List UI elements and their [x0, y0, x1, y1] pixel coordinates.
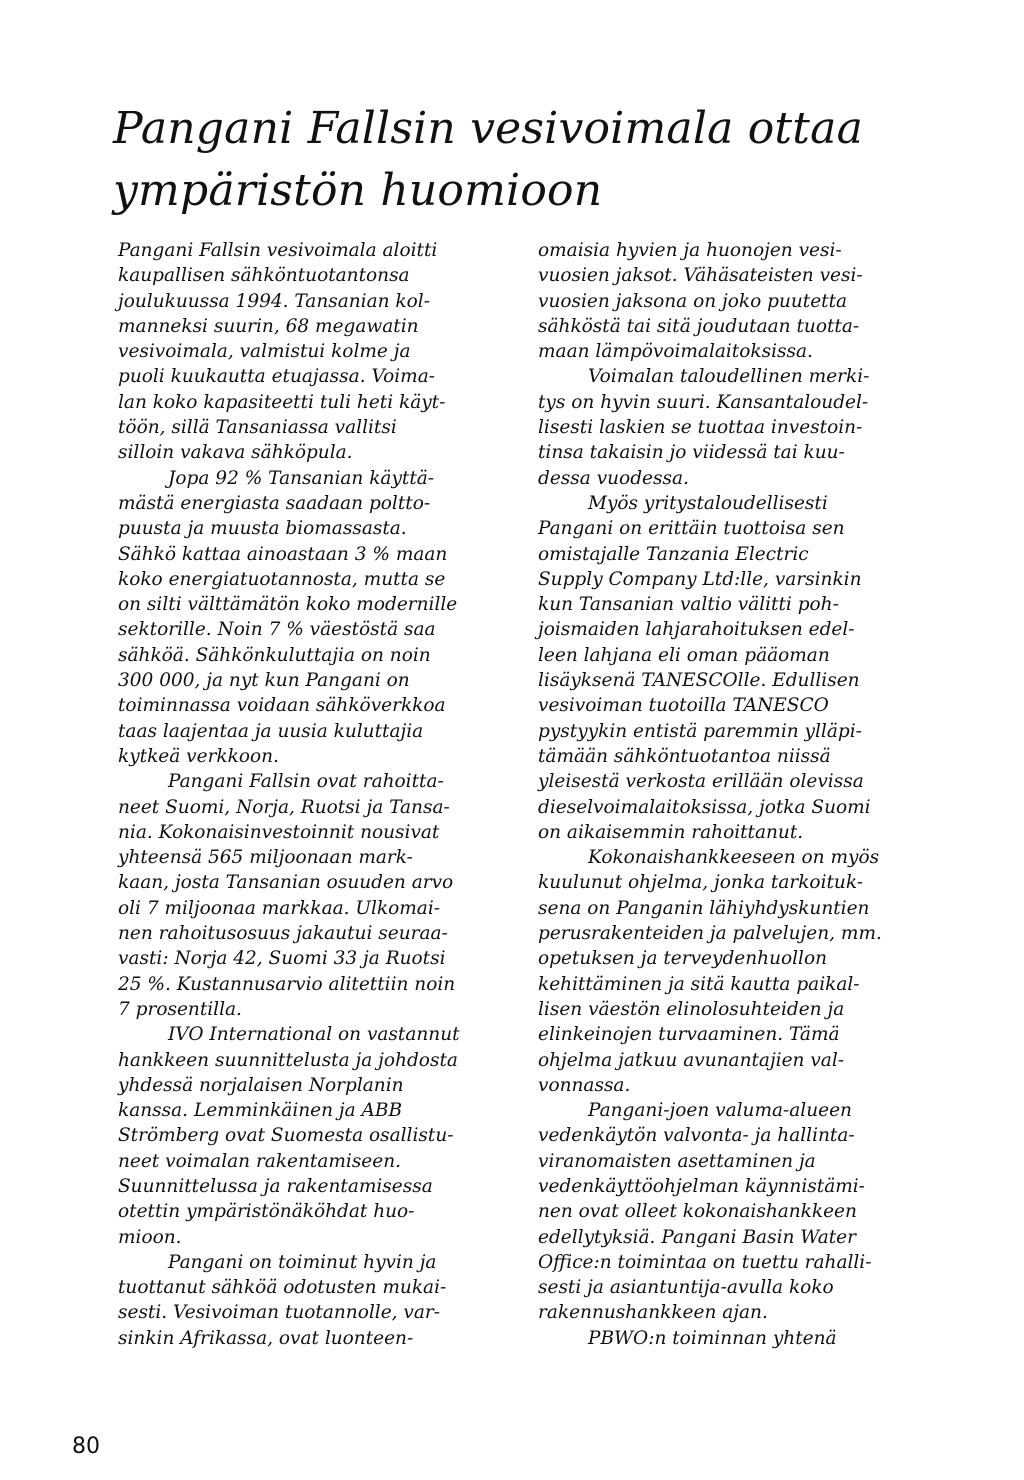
text-line: Pangani Fallsin vesivoimala aloitti: [118, 240, 438, 261]
text-line: tuottanut sähköä odotusten mukai-: [118, 1277, 447, 1299]
text-line: 7 prosentilla.: [118, 998, 242, 1020]
text-line: tämään sähköntuotantoa niissä: [538, 745, 831, 767]
text-line: dessa vuodessa.: [538, 467, 689, 489]
text-line: Jopa 92 % Tansanian käyttä-: [168, 467, 435, 489]
text-line: sähköä. Sähkönkuluttajia on noin: [118, 644, 431, 666]
text-line: vedenkäytön valvonta- ja hallinta-: [538, 1125, 855, 1147]
text-line: Suunnittelussa ja rakentamisessa: [118, 1175, 433, 1197]
text-line: kuulunut ohjelma, jonka tarkoituk-: [538, 872, 863, 894]
text-line: taas laajentaa ja uusia kuluttajia: [118, 720, 424, 742]
text-line: dieselvoimalaitoksissa, jotka Suomi: [538, 796, 871, 818]
text-line: ohjelma jatkuu avunantajien val-: [538, 1049, 844, 1071]
text-line: opetuksen ja terveydenhuollon: [538, 948, 828, 970]
text-line: yhdessä norjalaisen Norplanin: [118, 1074, 404, 1096]
text-line: edellytyksiä. Pangani Basin Water: [538, 1226, 856, 1248]
text-line: maan lämpövoimalaitoksissa.: [538, 341, 813, 363]
text-line: sähköstä tai sitä joudutaan tuotta-: [538, 315, 860, 337]
text-line: kun Tansanian valtio välitti poh-: [538, 594, 839, 616]
text-line: 300 000, ja nyt kun Pangani on: [118, 670, 410, 692]
text-line: IVO International on vastannut: [168, 1024, 460, 1046]
text-line: oli 7 miljoonaa markkaa. Ulkomai-: [118, 897, 440, 919]
body-column-left: [118, 238, 518, 1351]
article-title: [113, 98, 973, 222]
text-line: vuosien jaksona on joko puutetta: [538, 290, 848, 312]
text-line: neet voimalan rakentamiseen.: [118, 1150, 402, 1172]
text-line: hankkeen suunnittelusta ja johdosta: [118, 1049, 458, 1071]
text-line: silloin vakava sähköpula.: [118, 442, 353, 464]
text-line: Supply Company Ltd:lle, varsinkin: [538, 568, 862, 590]
text-line: vuosien jaksot. Vähäsateisten vesi-: [538, 265, 863, 287]
text-line: PBWO:n toiminnan yhtenä: [588, 1327, 837, 1349]
text-line: pystyykin entistä paremmin ylläpi-: [538, 720, 862, 742]
text-line: Voimalan taloudellinen merki-: [588, 366, 870, 388]
text-line: joulukuussa 1994. Tansanian kol-: [118, 290, 430, 312]
text-line: Pangani on erittäin tuottoisa sen: [538, 518, 845, 540]
text-line: nia. Kokonaisinvestoinnit nousivat: [118, 821, 440, 843]
text-line: nen ovat olleet kokonaishankkeen: [538, 1201, 857, 1223]
text-line: kehittäminen ja sitä kautta paikal-: [538, 973, 860, 995]
text-line: kaan, josta Tansanian osuuden arvo: [118, 872, 454, 894]
text-line: nen rahoitusosuus jakautui seuraa-: [118, 923, 448, 945]
text-line: on silti välttämätön koko modernille: [118, 594, 458, 616]
text-line: kytkeä verkkoon.: [118, 745, 279, 767]
text-line: vasti: Norja 42, Suomi 33 ja Ruotsi: [118, 948, 446, 970]
text-line: sesti. Vesivoiman tuotannolle, var-: [118, 1302, 440, 1324]
text-line: koko energiatuotannosta, mutta se: [118, 568, 446, 590]
text-line: tinsa takaisin jo viidessä tai kuu-: [538, 442, 845, 464]
title-line-2: ympäristön huomioon: [113, 165, 603, 216]
text-line: vonnassa.: [538, 1074, 631, 1096]
text-line: omaisia hyvien ja huonojen vesi-: [538, 240, 842, 261]
text-line: omistajalle Tanzania Electric: [538, 543, 809, 565]
text-line: sena on Panganin lähiyhdyskuntien: [538, 897, 870, 919]
text-line: joismaiden lahjarahoituksen edel-: [538, 619, 855, 641]
text-line: vedenkäyttöohjelman käynnistämi-: [538, 1175, 865, 1197]
text-line: puoli kuukautta etuajassa. Voima-: [118, 366, 435, 388]
text-line: puusta ja muusta biomassasta.: [118, 518, 407, 540]
text-line: Pangani Fallsin ovat rahoitta-: [168, 771, 444, 793]
page-number: 80: [72, 1434, 100, 1459]
text-line: kanssa. Lemminkäinen ja ABB: [118, 1100, 403, 1122]
text-line: vesivoiman tuotoilla TANESCO: [538, 695, 829, 717]
text-line: lisesti laskien se tuottaa investoin-: [538, 417, 863, 439]
text-line: Strömberg ovat Suomesta osallistu-: [118, 1125, 454, 1147]
text-line: Sähkö kattaa ainoastaan 3 % maan: [118, 543, 448, 565]
text-line: vesivoimala, valmistui kolme ja: [118, 341, 411, 363]
text-line: sektorille. Noin 7 % väestöstä saa: [118, 619, 436, 641]
text-line: 25 %. Kustannusarvio alitettiin noin: [118, 973, 456, 995]
text-line: sesti ja asiantuntija-avulla koko: [538, 1277, 834, 1299]
text-line: otettin ympäristönäköhdat huo-: [118, 1201, 415, 1223]
text-line: leen lahjana eli oman pääoman: [538, 644, 830, 666]
body-column-right: [538, 238, 938, 1351]
text-line: elinkeinojen turvaaminen. Tämä: [538, 1024, 840, 1046]
text-line: Pangani-joen valuma-alueen: [588, 1100, 852, 1122]
text-line: Pangani on toiminut hyvin ja: [168, 1251, 437, 1273]
text-line: lisen väestön elinolosuhteiden ja: [538, 998, 845, 1020]
text-line: lisäyksenä TANESCOlle. Edullisen: [538, 670, 860, 692]
text-line: Office:n toimintaa on tuettu rahalli-: [538, 1251, 872, 1273]
text-line: yleisestä verkosta erillään olevissa: [538, 771, 864, 793]
text-line: rakennushankkeen ajan.: [538, 1302, 768, 1324]
text-line: yhteensä 565 miljoonaan mark-: [118, 847, 413, 869]
text-line: töön, sillä Tansaniassa vallitsi: [118, 417, 397, 439]
text-line: mioon.: [118, 1226, 182, 1248]
text-line: perusrakenteiden ja palvelujen, mm.: [538, 923, 882, 945]
text-line: lan koko kapasiteetti tuli heti käyt-: [118, 391, 446, 413]
text-line: Myös yritystaloudellisesti: [588, 492, 828, 514]
title-line-1: Pangani Fallsin vesivoimala ottaa: [113, 103, 864, 154]
text-line: viranomaisten asettaminen ja: [538, 1150, 816, 1172]
text-line: Kokonaishankkeeseen on myös: [588, 847, 880, 869]
text-line: kaupallisen sähköntuotantonsa: [118, 265, 410, 287]
text-line: mästä energiasta saadaan poltto-: [118, 492, 431, 514]
text-line: tys on hyvin suuri. Kansantaloudel-: [538, 391, 869, 413]
text-line: neet Suomi, Norja, Ruotsi ja Tansa-: [118, 796, 450, 818]
text-line: on aikaisemmin rahoittanut.: [538, 821, 804, 843]
text-line: manneksi suurin, 68 megawatin: [118, 315, 419, 337]
text-line: sinkin Afrikassa, ovat luonteen-: [118, 1327, 414, 1349]
text-line: toiminnassa voidaan sähköverkkoa: [118, 695, 446, 717]
